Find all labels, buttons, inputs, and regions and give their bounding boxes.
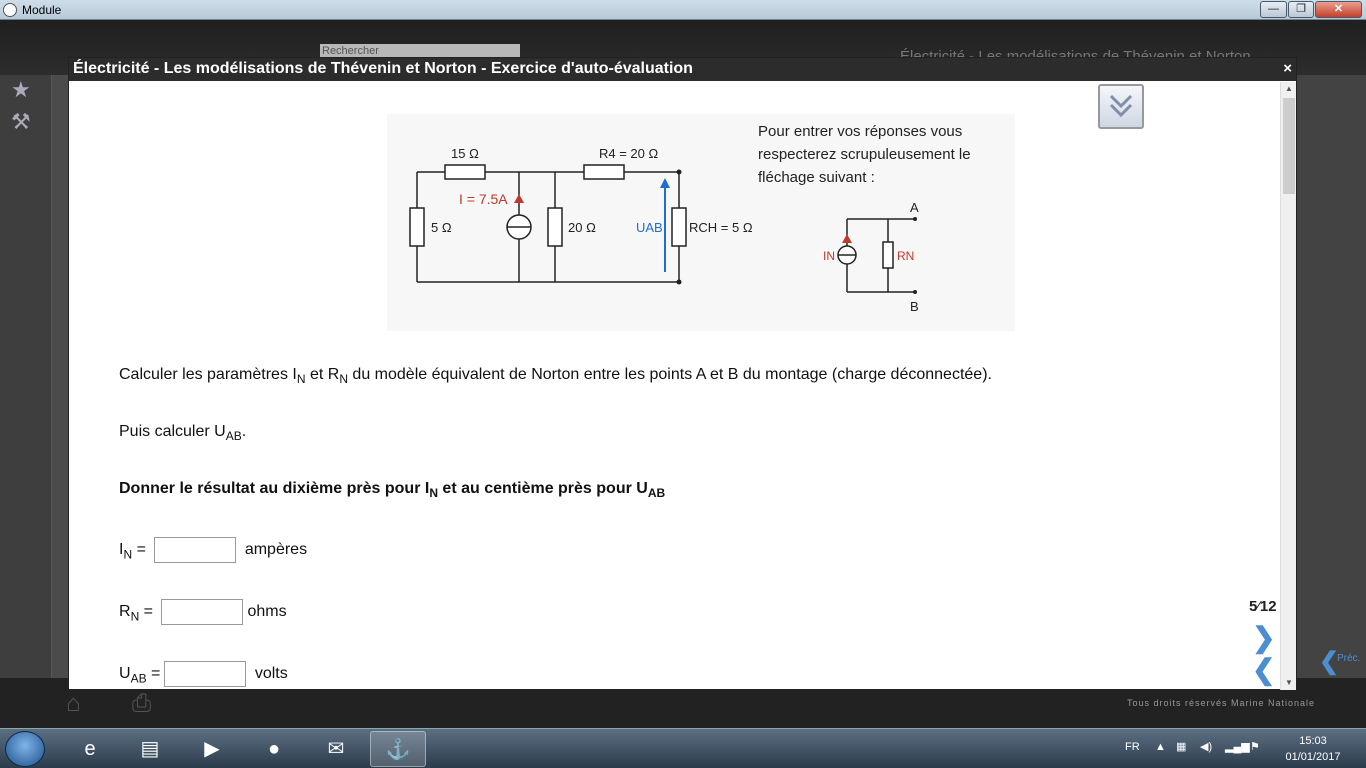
label-in: IN <box>823 249 835 263</box>
signal-icon[interactable]: ▂▄▆ <box>1225 741 1250 753</box>
circuit-schematic <box>387 114 1015 331</box>
label-current: I = 7.5A <box>459 191 508 207</box>
internet-explorer-icon[interactable]: e <box>84 738 96 760</box>
modal-header <box>69 58 1296 81</box>
rn-label: R <box>119 603 131 621</box>
window-titlebar <box>0 0 1366 20</box>
scroll-up-arrow-icon[interactable]: ▲ <box>1285 84 1293 93</box>
answer-row-in: $I_N$ = ampères <box>119 537 307 563</box>
network-icon[interactable]: ▦ <box>1176 741 1187 753</box>
label-r15: 15 Ω <box>451 146 479 161</box>
label-rch: RCH = 5 Ω <box>689 220 753 235</box>
answer-row-uab: $U_{AB}$ = volts <box>119 661 288 687</box>
page-counter: 5⁄12 <box>1249 598 1277 615</box>
label-r20: 20 Ω <box>568 220 596 235</box>
label-rn: RN <box>897 249 915 263</box>
show-hidden-icons-icon[interactable]: ▲ <box>1155 741 1166 753</box>
thunderbird-icon[interactable]: ✉ <box>327 738 345 760</box>
in-label: I <box>119 541 124 559</box>
tools-icon[interactable]: ⚒ <box>11 109 31 134</box>
label-r4: R4 = 20 Ω <box>599 146 659 161</box>
clock[interactable] <box>1278 733 1348 765</box>
next-page-chevron-icon[interactable]: ❯ <box>1252 622 1276 653</box>
media-player-icon[interactable]: ▶ <box>204 738 220 760</box>
window-title: Module <box>22 3 62 17</box>
label-r5: 5 Ω <box>431 220 452 235</box>
label-uab: UAB <box>636 220 663 235</box>
close-window-button[interactable]: ✕ <box>1315 1 1362 18</box>
home-icon[interactable]: ⌂ <box>66 690 81 717</box>
instruction-line-1: Pour entrer vos réponses vous <box>758 123 963 140</box>
action-center-flag-icon[interactable]: ⚑ <box>1250 741 1260 753</box>
language-indicator[interactable]: FR <box>1125 741 1140 753</box>
instruction-line-2: respecterez scrupuleusement le <box>758 146 971 163</box>
app-icon <box>3 3 17 17</box>
search-input[interactable]: Rechercher <box>320 44 520 58</box>
uab-unit: volts <box>254 665 288 683</box>
firefox-icon[interactable]: ● <box>267 738 281 760</box>
in-unit: ampères <box>244 541 308 559</box>
file-explorer-icon[interactable]: ▤ <box>140 738 160 760</box>
modal-scrollbar[interactable] <box>1280 82 1296 690</box>
question-paragraph-1: Calculer les paramètres $I_N$ et $R_N$ du modèle équivalent de Norton entre les points A et B du montage (charge déconnectée). <box>119 366 992 387</box>
start-button[interactable] <box>5 731 45 767</box>
module-app-icon[interactable]: ⚓ <box>370 731 426 767</box>
scroll-down-arrow-icon[interactable]: ▼ <box>1285 678 1293 687</box>
label-a: A <box>910 200 919 215</box>
question-instruction: Donner le résultat au dixième près pour $I_N$ et au centième près pour $U_{AB}$ <box>119 480 666 501</box>
clock-time: 15:03 <box>1299 735 1327 747</box>
copyright-text: Tous droits réservés Marine Nationale <box>1127 698 1316 708</box>
prev-page-chevron-icon[interactable]: ❮ <box>1319 648 1340 675</box>
question-paragraph-2: Puis calculer $U_{AB}$. <box>119 423 247 444</box>
uab-answer-input[interactable] <box>164 661 246 687</box>
uab-label: U <box>119 665 131 683</box>
instruction-line-3: fléchage suivant : <box>758 169 875 186</box>
rn-answer-input[interactable] <box>161 599 243 625</box>
page-current: 5 <box>1249 598 1258 615</box>
minimize-button[interactable]: — <box>1260 1 1287 18</box>
star-icon[interactable]: ★ <box>11 77 31 102</box>
circuit-diagram <box>387 114 1015 331</box>
modal-close-button[interactable]: × <box>1283 60 1292 77</box>
exercise-modal <box>68 57 1297 690</box>
page-total: 12 <box>1259 598 1277 615</box>
clock-date: 01/01/2017 <box>1285 751 1341 763</box>
maximize-button[interactable]: ❐ <box>1288 1 1314 18</box>
label-b: B <box>910 299 919 314</box>
scrollbar-thumb[interactable] <box>1283 98 1295 194</box>
rn-unit: ohms <box>247 603 287 621</box>
previous-page-chevron-icon[interactable]: ❮ <box>1252 654 1276 685</box>
print-icon[interactable]: ⎙ <box>132 690 152 717</box>
download-arrows-icon <box>1100 86 1142 127</box>
left-panel <box>0 75 52 678</box>
taskbar <box>0 728 1366 768</box>
modal-title: Électricité - Les modélisations de Thévenin et Norton - Exercice d'auto-évaluation <box>73 60 693 77</box>
download-button[interactable] <box>1098 84 1144 129</box>
in-answer-input[interactable] <box>154 537 236 563</box>
volume-icon[interactable]: ◀) <box>1200 741 1213 753</box>
right-panel <box>1297 75 1366 678</box>
answer-row-rn: $R_N$ = ohms <box>119 599 287 625</box>
prev-page-label[interactable]: Préc. <box>1337 653 1361 664</box>
